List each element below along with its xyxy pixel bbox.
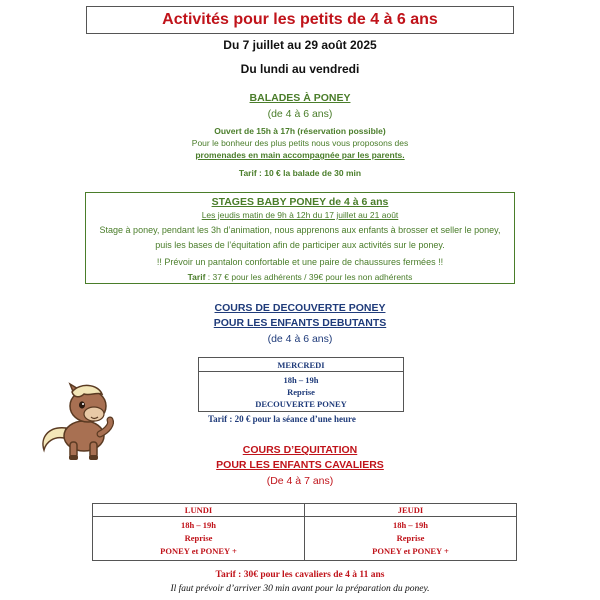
balades-description-emphasis: promenades en main accompagnée par les parents.	[195, 150, 405, 160]
date-range: Du 7 juillet au 29 août 2025	[223, 38, 377, 52]
page-title-text: Activités pour les petits de 4 à 6 ans	[162, 11, 438, 28]
cell-time: 18h – 19h	[393, 520, 428, 530]
balades-description: Pour le bonheur des plus petits nous vous proposons des	[191, 138, 409, 148]
table-cell	[93, 517, 304, 560]
equitation-subtitle: POUR LES ENFANTS CAVALIERS	[216, 459, 384, 471]
table-column-lundi	[93, 504, 304, 560]
table-header-lundi: LUNDI	[93, 504, 304, 517]
table-header-jeudi: JEUDI	[305, 504, 516, 517]
stages-tarif	[0, 272, 600, 282]
table-cell	[199, 372, 403, 411]
equitation-tarif: Tarif : 30€ pour les cavaliers de 4 à 11 ans	[215, 570, 385, 580]
page-title	[86, 6, 514, 34]
stages-tarif-label: Tarif	[187, 272, 206, 282]
stages-title: STAGES BABY PONEY de 4 à 6 ans	[211, 196, 389, 208]
stages-tarif-text: : 37 € pour les adhérents / 39€ pour les non adhérents	[205, 272, 413, 282]
decouverte-schedule-table	[198, 357, 404, 412]
table-cell	[305, 517, 516, 560]
equitation-note: Il faut prévoir d’arriver 30 min avant pour la préparation du poney.	[170, 584, 430, 594]
table-header-mercredi: MERCREDI	[199, 358, 403, 372]
cell-reprise: Reprise	[396, 533, 425, 543]
cell-level: PONEY et PONEY +	[372, 546, 449, 556]
stages-description: Stage à poney, pendant les 3h d’animation, nous apprenons aux enfants à brosser et seller le poney, puis les bases de l’équitation afin de participer aux activités sur le poney.	[99, 225, 501, 250]
cell-level: PONEY et PONEY +	[160, 546, 237, 556]
decouverte-subtitle: POUR LES ENFANTS DEBUTANTS	[213, 317, 387, 329]
stages-warning: !! Prévoir un pantalon confortable et une paire de chaussures fermées !!	[156, 257, 444, 267]
cell-reprise: Reprise	[287, 387, 315, 397]
balades-title: BALADES À PONEY	[249, 92, 351, 104]
decouverte-title: COURS DE DECOUVERTE PONEY	[214, 302, 386, 314]
balades-hours: Ouvert de 15h à 17h (réservation possible)	[214, 126, 386, 136]
decouverte-age: (de 4 à 6 ans)	[267, 333, 333, 345]
equitation-schedule-table	[92, 503, 517, 561]
cell-time: 18h – 19h	[181, 520, 216, 530]
equitation-title: COURS D’EQUITATION	[242, 444, 358, 456]
weekdays: Du lundi au vendredi	[240, 62, 360, 76]
balades-tarif: Tarif : 10 € la balade de 30 min	[238, 168, 362, 178]
equitation-age: (De 4 à 7 ans)	[266, 475, 334, 487]
cell-level: DECOUVERTE PONEY	[255, 399, 347, 409]
balades-age: (de 4 à 6 ans)	[267, 108, 333, 120]
table-column-jeudi	[304, 504, 516, 560]
stages-schedule: Les jeudis matin de 9h à 12h du 17 juillet au 21 août	[201, 210, 399, 220]
cell-time: 18h – 19h	[283, 375, 319, 385]
decouverte-tarif: Tarif : 20 € pour la séance d’une heure	[208, 414, 356, 424]
cell-reprise: Reprise	[184, 533, 213, 543]
